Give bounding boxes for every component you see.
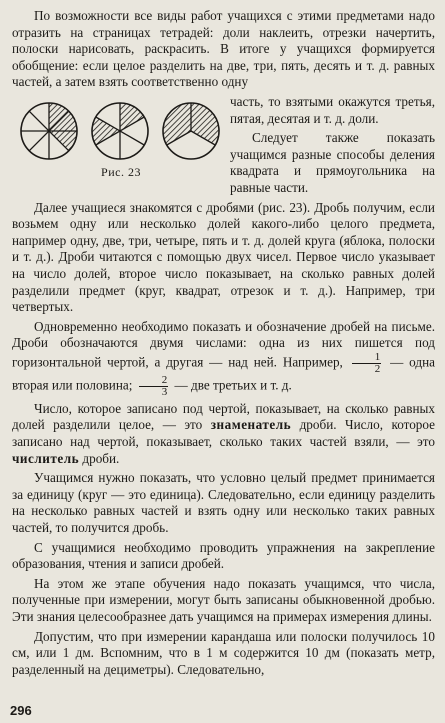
exercises-paragraph: С учащимися необходимо проводить упражнения на закрепление образования, чтения и записи дробей. bbox=[12, 539, 435, 572]
unit-paragraph: Учащимся нужно показать, что условно целый предмет принимается за единицу (круг — это единица). Следовательно, если единицу разделить на несколько равных частей и взять одну или несколько таких равных частей, то получится дробь. bbox=[12, 470, 435, 536]
measurement-paragraph: На этом же этапе обучения надо показать учащимся, что числа, полученные при измерении, могут быть записаны обыкновенной дробью. Эти знания целесообразнее дать учащимся на примерах измерения длины. bbox=[12, 575, 435, 624]
fraction-one-half bbox=[352, 352, 382, 375]
fraction-circles-illustration bbox=[16, 100, 226, 162]
figure-caption: Рис. 23 bbox=[101, 164, 141, 179]
figure-23 bbox=[12, 94, 230, 181]
term-numerator: числитель bbox=[12, 450, 80, 466]
intro-paragraph: По возможности все виды работ учащихся с этими предметами надо отразить на страницах тетрадей: доли наклеить, отрезки начертить, полоски нарисовать, раскрасить. В итоге у учащихся формируется обобщение: если целое разделить на две, три, пять, десять и т. д. равных частей, а затем взять соответственно одну bbox=[12, 8, 435, 90]
denominator-text-b: дроби. Число, которое записано над чертой, показывает, сколько таких частей взяли, — это bbox=[12, 417, 436, 450]
pencil-paragraph: Допустим, что при измерении карандаша или полоски получилось 10 см, или 1 дм. Вспомним, что в 1 м содержится 10 дм (показать метр, разделенный на дециметры). Следовательно, bbox=[12, 628, 435, 677]
side-paragraph-1: часть, то взятыми окажутся третья, пятая, десятая и т. д. доли. bbox=[230, 93, 435, 126]
circle-eighths bbox=[21, 103, 77, 159]
fractions-paragraph: Далее учащиеся знакомятся с дробями (рис. 23). Дробь получим, если возьмем одну или несколько долей какого-либо целого предмета, например одну, две, три, четыре, пять и т. д. долей круга (яблока, полоски и т. д.). Дроби читаются с помощью двух чисел. Первое число указывает на число долей, второе число показывает, на сколько равных долей разделили предмет (круг, квадрат, отрезок и т. д.). Например, три четвертых. bbox=[12, 199, 435, 315]
fraction-numerator: 1 bbox=[352, 352, 382, 364]
figure-side-text bbox=[230, 94, 435, 200]
denominator-text-c: дроби. bbox=[82, 450, 120, 466]
term-denominator: знаменатель bbox=[210, 417, 292, 433]
notation-text-b: — одна вторая или половина; bbox=[12, 354, 435, 393]
denominator-text-a: Число, которое записано под чертой, показывает, на сколько равных долей разделили целое, — это bbox=[12, 400, 435, 433]
fraction-two-thirds bbox=[139, 375, 169, 398]
notation-text-a: Одновременно необходимо показать и обозначение дробей на письме. Дроби обозначаются двумя числами: одна из них пишется под горизонтальной чертой, а другая — над ней. Например, bbox=[12, 318, 435, 370]
denominator-paragraph bbox=[12, 401, 435, 467]
fraction-numerator: 2 bbox=[139, 375, 169, 387]
page-number: 296 bbox=[10, 703, 32, 718]
figure-block bbox=[12, 94, 435, 200]
fraction-denominator: 3 bbox=[161, 385, 168, 398]
fraction-denominator: 2 bbox=[374, 362, 381, 375]
notation-text-c: — две третьих и т. д. bbox=[174, 377, 292, 393]
notation-paragraph bbox=[12, 319, 435, 398]
circle-sixths bbox=[92, 103, 148, 159]
side-paragraph-2: Следует также показать учащимся разные способы деления квадрата и прямоугольника на равные части. bbox=[230, 130, 435, 195]
circle-thirds bbox=[163, 103, 219, 159]
